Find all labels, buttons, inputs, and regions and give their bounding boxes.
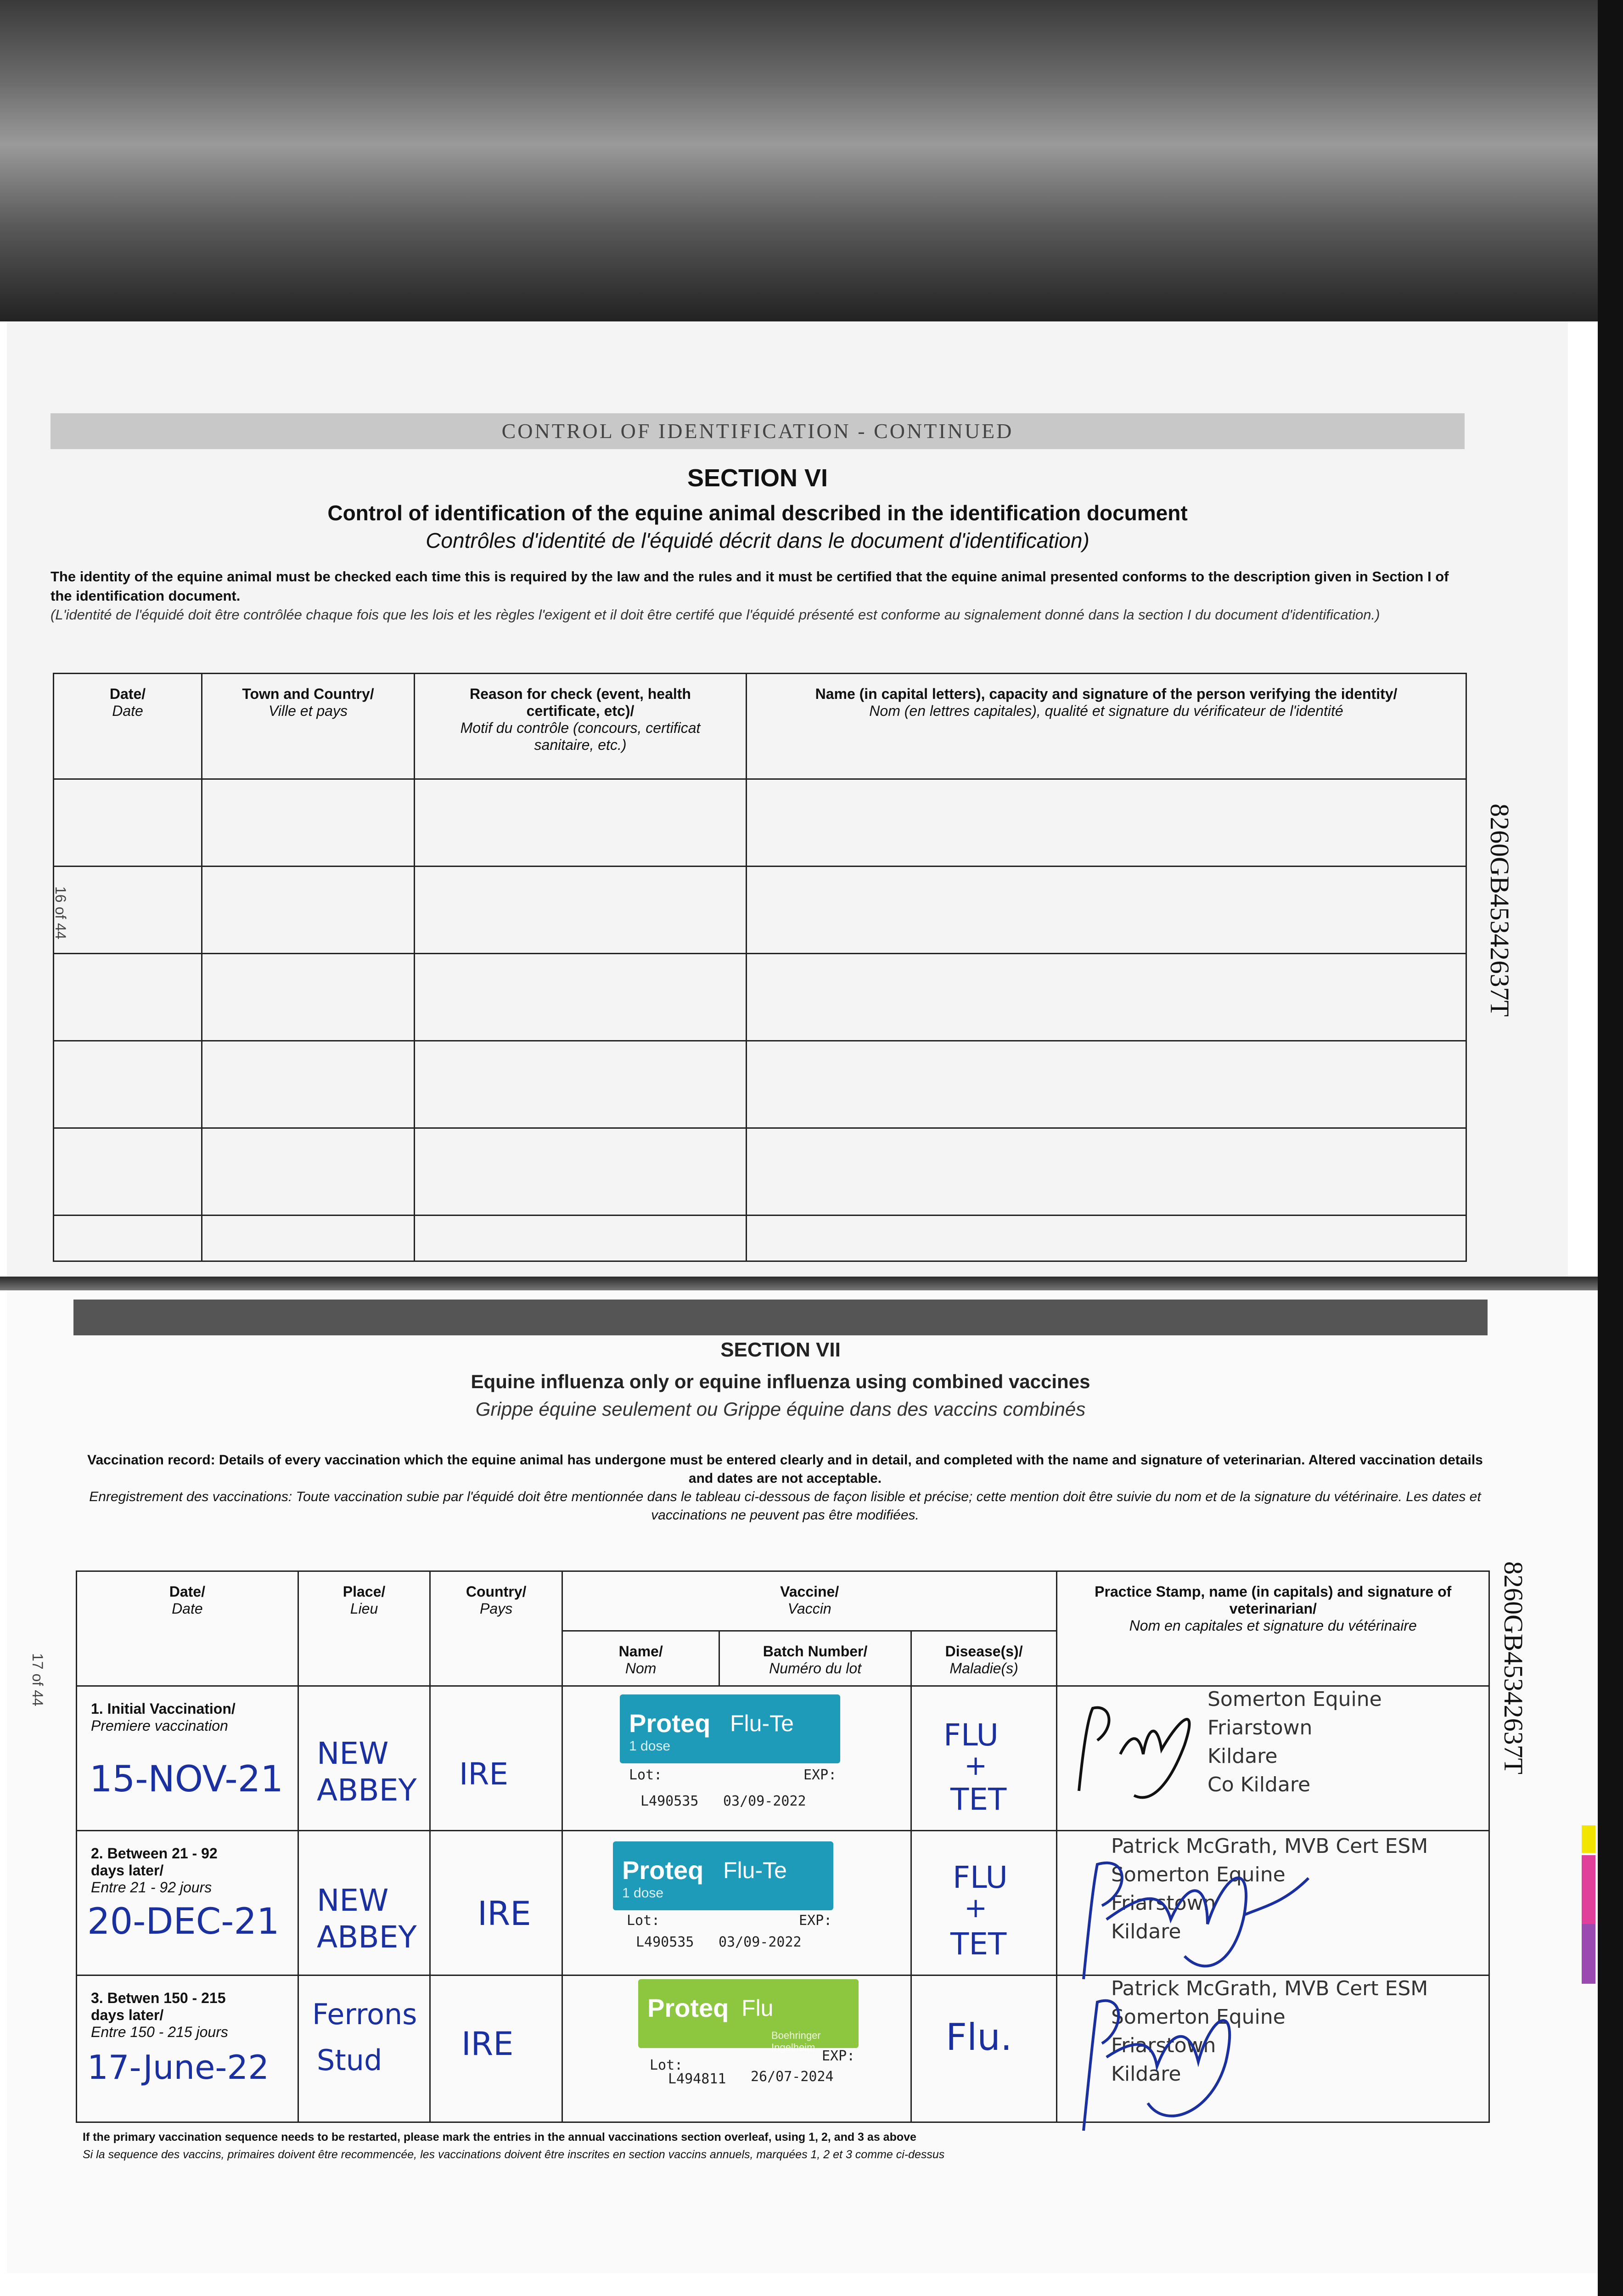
row2-vaccine-label — [613, 1841, 833, 1910]
row3-date: 17-June-22 — [87, 2048, 269, 2087]
col-date-en: Date/ — [109, 686, 146, 702]
row1-stamp-line-3: Kildare — [1207, 1745, 1278, 1768]
row2-brand: Proteq — [622, 1856, 704, 1885]
row2-label-en: 2. Between 21 - 92 days later/ — [91, 1845, 218, 1879]
vcol-vaccine-header — [562, 1571, 1056, 1631]
section-vii-title-fr: Grippe équine seulement ou Grippe équine dans des vaccins combinés — [475, 1398, 1086, 1420]
row1-country: IRE — [459, 1756, 509, 1792]
vcol-batch-header — [719, 1631, 911, 1686]
col-date-fr: Date — [112, 703, 143, 719]
row1-place-1: NEW — [317, 1736, 389, 1771]
row2-place-2: ABBEY — [317, 1919, 417, 1955]
vcol-country-header — [430, 1571, 562, 1686]
row3-stamp-line-3: Friarstown — [1111, 2034, 1216, 2057]
row3-stamp-line-2: Somerton Equine — [1111, 2005, 1286, 2029]
vcol-date-header — [77, 1571, 298, 1686]
row1-disease-2: + — [964, 1750, 988, 1782]
vcol-disease-fr: Maladie(s) — [949, 1660, 1018, 1677]
row3-vaccine-label — [638, 1979, 859, 2053]
vaccination-record-en: Vaccination record: Details of every vaccination which the equine animal has undergone must be entered clearly and in detail, and completed with the name and signature of veterinarian. Altered vaccination details and dates are not acceptable. — [87, 1452, 1483, 1486]
row2-signature — [1070, 1851, 1327, 1988]
row1-stamp-line-4: Co Kildare — [1207, 1773, 1311, 1796]
table-row — [54, 779, 1466, 867]
col-town-fr: Ville et pays — [269, 703, 348, 719]
table-row — [54, 954, 1466, 1041]
row3-exp: 26/07-2024 — [751, 2069, 834, 2085]
row3-label-fr: Entre 150 - 215 jours — [91, 2024, 228, 2040]
row3-dose: Boehringer Ingelheim — [771, 2030, 821, 2053]
table-row — [54, 1128, 1466, 1216]
vcol-country-fr: Pays — [480, 1600, 513, 1617]
vcol-name-header — [562, 1631, 719, 1686]
section-vii-heading: SECTION VII — [720, 1339, 841, 1361]
row2-date: 20-DEC-21 — [87, 1901, 280, 1942]
page-number-16: 16 of 44 — [52, 886, 69, 940]
identity-check-table — [53, 673, 1467, 1262]
table-row — [54, 1216, 1466, 1261]
row2-exp: 03/09-2022 — [719, 1934, 802, 1950]
row1-place-2: ABBEY — [317, 1773, 417, 1808]
col-verifier-header — [747, 674, 1466, 779]
row3-place-1: Ferrons — [312, 1998, 417, 2031]
section-vi-title-en: Control of identification of the equine animal described in the identification document — [327, 501, 1188, 525]
upper-band-title: CONTROL OF IDENTIFICATION - CONTINUED — [51, 413, 1465, 449]
row1-exp: 03/09-2022 — [723, 1793, 806, 1809]
right-edge — [1598, 0, 1623, 2296]
row3-disease-1: Flu. — [946, 2016, 1012, 2059]
purple-tab — [1582, 1924, 1595, 1984]
row1-lot-label: Lot: — [629, 1767, 663, 1783]
col-verifier-fr: Nom (en lettres capitales), qualité et signature du vérificateur de l'identité — [869, 703, 1343, 719]
row1-date: 15-NOV-21 — [90, 1759, 283, 1800]
col-town-header — [202, 674, 415, 779]
pink-tab — [1582, 1855, 1595, 1924]
row1-exp-label: EXP: — [803, 1767, 837, 1783]
yellow-tab — [1582, 1825, 1595, 1853]
row2-stamp-line-2: Somerton Equine — [1111, 1863, 1286, 1886]
section-vi-note-fr: (L'identité de l'équidé doit être contrôlée chaque fois que les lois et les règles l'exigent et il doit être certifé que l'équidé présenté est conforme au signalement donné dans la section I du document d'identification.) — [51, 607, 1380, 623]
row3-country: IRE — [461, 2025, 514, 2063]
row3-lot-label: Lot: — [650, 2057, 683, 2073]
row1-brand: Proteq — [629, 1709, 711, 1738]
row2-disease-1: FLU — [953, 1860, 1008, 1895]
row2-product: Flu-Te — [723, 1857, 787, 1883]
col-verifier-en: Name (in capital letters), capacity and signature of the person verifying the identity/ — [815, 686, 1398, 702]
row2-stamp-line-1: Patrick McGrath, MVB Cert ESM — [1111, 1835, 1428, 1858]
row3-exp-label: EXP: — [822, 2048, 855, 2064]
col-reason-fr: Motif du contrôle (concours, certificat sanitaire, etc.) — [460, 720, 701, 753]
row2-exp-label: EXP: — [799, 1913, 832, 1929]
row1-vaccine-label — [620, 1694, 840, 1763]
row1-stamp-line-1: Somerton Equine — [1207, 1688, 1382, 1711]
vcol-batch-en: Batch Number/ — [763, 1643, 868, 1660]
vcol-date-fr: Date — [172, 1600, 203, 1617]
row1-lot: L490535 — [640, 1793, 699, 1809]
vcol-vaccine-fr: Vaccin — [787, 1600, 831, 1617]
vcol-stamp-en: Practice Stamp, name (in capitals) and signature of veterinarian/ — [1095, 1583, 1452, 1617]
section-vi-note-en: The identity of the equine animal must be checked each time this is required by the law and the rules and it must be certified that the equine animal presented conforms to the description given in Section I of the identification document. — [51, 568, 1449, 604]
row1-stamp-line-2: Friarstown — [1207, 1716, 1313, 1739]
vcol-date-en: Date/ — [169, 1583, 205, 1600]
vcol-place-fr: Lieu — [350, 1600, 378, 1617]
footer-note-en: If the primary vaccination sequence needs to be restarted, please mark the entries in the annual vaccinations section overleaf, using 1, 2, and 3 as above — [83, 2131, 916, 2144]
row1-dose: 1 dose — [629, 1739, 671, 1754]
vcol-disease-header — [911, 1631, 1057, 1686]
vcol-vaccine-en: Vaccine/ — [780, 1583, 839, 1600]
vcol-country-en: Country/ — [466, 1583, 527, 1600]
row1-signature — [1070, 1690, 1207, 1809]
row3-brand: Proteq — [647, 1993, 729, 2022]
lower-band — [73, 1300, 1488, 1335]
row3-lot: L494811 — [668, 2071, 726, 2087]
row3-place-2: Stud — [317, 2043, 382, 2077]
row3-stamp-line-4: Kildare — [1111, 2062, 1181, 2086]
row1-product: Flu-Te — [730, 1711, 794, 1736]
vcol-disease-en: Disease(s)/ — [945, 1643, 1023, 1660]
row1-disease-1: FLU — [943, 1717, 999, 1753]
row2-country: IRE — [477, 1894, 531, 1933]
section-vi-heading: SECTION VI — [687, 464, 828, 492]
page-number-17: 17 of 44 — [29, 1653, 46, 1706]
vcol-place-en: Place/ — [343, 1583, 386, 1600]
row2-stamp-line-3: Friarstown — [1111, 1891, 1216, 1915]
vcol-place-header — [298, 1571, 430, 1686]
row2-disease-3: TET — [950, 1926, 1007, 1962]
scanner-shadow — [0, 0, 1623, 321]
row1-label-fr: Premiere vaccination — [91, 1717, 228, 1734]
table-row — [54, 1041, 1466, 1128]
vcol-stamp-fr: Nom en capitales et signature du vétérinaire — [1129, 1617, 1417, 1634]
ueln-upper: 8260GB45342637T — [1485, 804, 1515, 1017]
vaccination-record-fr: Enregistrement des vaccinations: Toute vaccination subie par l'équidé doit être mentionnée dans le tableau ci-dessous de façon lisible et précise; cette mention doit être suivie du nom et de la signature du vétérinaire. Les dates et vaccinations ne peuvent pas être modifiées. — [89, 1489, 1481, 1523]
row2-lot: L490535 — [636, 1934, 694, 1950]
vcol-stamp-header — [1057, 1571, 1489, 1686]
row2-lot-label: Lot: — [627, 1913, 660, 1929]
vcol-batch-fr: Numéro du lot — [769, 1660, 862, 1677]
col-reason-header — [415, 674, 747, 779]
row1-label-en: 1. Initial Vaccination/ — [91, 1700, 236, 1717]
row2-stamp-line-4: Kildare — [1111, 1920, 1181, 1943]
row3-product: Flu — [741, 1995, 774, 2021]
row3-stamp-line-1: Patrick McGrath, MVB Cert ESM — [1111, 1977, 1428, 2000]
col-town-en: Town and Country/ — [242, 686, 374, 702]
section-vii-title-en: Equine influenza only or equine influenza using combined vaccines — [471, 1371, 1090, 1392]
row3-label-en: 3. Betwen 150 - 215 days later/ — [91, 1990, 226, 2023]
vcol-name-fr: Nom — [625, 1660, 657, 1677]
row2-disease-2: + — [964, 1892, 988, 1924]
row2-label-fr: Entre 21 - 92 jours — [91, 1879, 212, 1896]
table-row — [54, 867, 1466, 954]
vcol-name-en: Name/ — [618, 1643, 663, 1660]
row1-disease-3: TET — [950, 1782, 1007, 1817]
footer-note-fr: Si la sequence des vaccins, primaires doivent être recommencée, les vaccinations doivent être inscrites en section vaccins annuels, marquées 1, 2 et 3 comme ci-dessus — [83, 2148, 945, 2161]
col-date-header — [54, 674, 202, 779]
row1-stamp — [1207, 1685, 1382, 1799]
row3-signature — [1065, 1984, 1249, 2135]
col-reason-en: Reason for check (event, health certificate, etc)/ — [470, 686, 691, 719]
section-vi-title-fr: Contrôles d'identité de l'équidé décrit dans le document d'identification) — [426, 529, 1089, 552]
ueln-lower: 8260GB45342637T — [1499, 1561, 1528, 1774]
page-fold — [0, 1277, 1623, 1290]
row2-place-1: NEW — [317, 1883, 389, 1918]
row2-dose: 1 dose — [622, 1885, 664, 1901]
